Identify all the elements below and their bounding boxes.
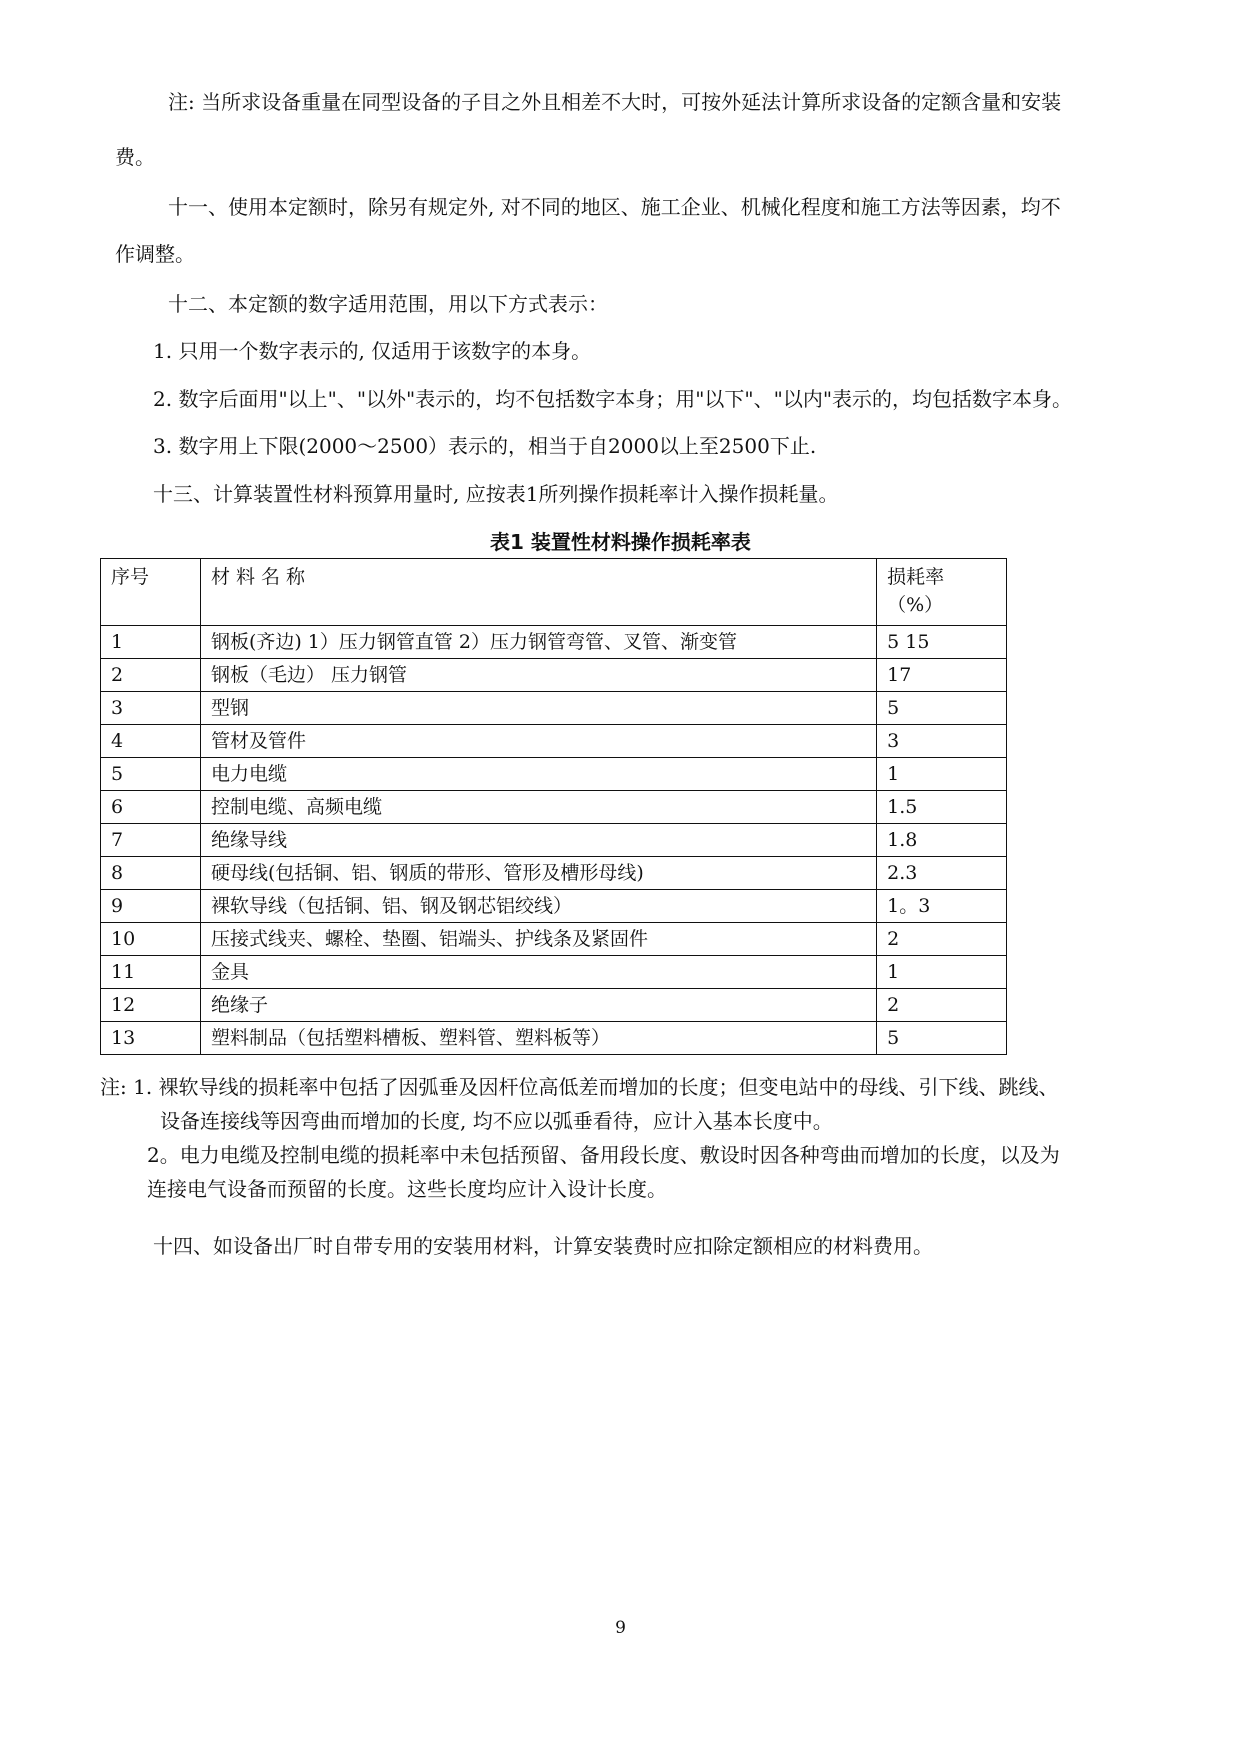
- table-note-1-line-1: 注: 1. 裸软导线的损耗率中包括了因弧垂及因杆位高低差而增加的长度；但变电站中的母线、引下线、跳线、: [100, 1075, 1059, 1099]
- row-material-name: 钢板（毛边） 压力钢管: [200, 659, 876, 692]
- paragraph-14: 十四、如设备出厂时自带专用的安装用材料，计算安装费时应扣除定额相应的材料费用。: [153, 1234, 933, 1258]
- table-row: [101, 692, 1007, 725]
- row-material-name: 硬母线(包括铜、铝、钢质的带形、管形及槽形母线): [200, 857, 876, 890]
- row-loss-rate: 2: [877, 989, 1007, 1022]
- row-loss-rate: 1: [877, 956, 1007, 989]
- header-loss-rate-unit: （%）: [887, 594, 944, 616]
- table-row: [101, 857, 1007, 890]
- row-material-name: 压接式线夹、螺栓、垫圈、铝端头、护线条及紧固件: [200, 923, 876, 956]
- row-number: 5: [101, 758, 201, 791]
- row-loss-rate: 5 15: [877, 626, 1007, 659]
- row-number: 12: [101, 989, 201, 1022]
- loss-rate-table: [100, 558, 1007, 1055]
- header-no: 序号: [101, 559, 201, 626]
- row-material-name: 塑料制品（包括塑料槽板、塑料管、塑料板等）: [200, 1022, 876, 1055]
- table-row: [101, 923, 1007, 956]
- row-material-name: 电力电缆: [200, 758, 876, 791]
- row-number: 6: [101, 791, 201, 824]
- header-material-name: 材 料 名 称: [200, 559, 876, 626]
- row-material-name: 金具: [200, 956, 876, 989]
- row-number: 4: [101, 725, 201, 758]
- row-number: 10: [101, 923, 201, 956]
- row-material-name: 裸软导线（包括铜、铝、钢及钢芯铝绞线）: [200, 890, 876, 923]
- row-loss-rate: 1。3: [877, 890, 1007, 923]
- row-material-name: 钢板(齐边) 1）压力钢管直管 2）压力钢管弯管、叉管、渐变管: [200, 626, 876, 659]
- table-row: [101, 824, 1007, 857]
- paragraph-13: 十三、计算装置性材料预算用量时, 应按表1所列操作损耗率计入操作损耗量。: [153, 482, 839, 506]
- page-number: 9: [615, 1618, 626, 1638]
- table-row: [101, 725, 1007, 758]
- row-material-name: 型钢: [200, 692, 876, 725]
- row-loss-rate: 2.3: [877, 857, 1007, 890]
- row-material-name: 绝缘导线: [200, 824, 876, 857]
- table-row: [101, 989, 1007, 1022]
- table-row: [101, 890, 1007, 923]
- row-number: 2: [101, 659, 201, 692]
- row-number: 11: [101, 956, 201, 989]
- paragraph-12: 十二、本定额的数字适用范围，用以下方式表示：: [168, 292, 608, 316]
- row-loss-rate: 17: [877, 659, 1007, 692]
- row-number: 1: [101, 626, 201, 659]
- row-number: 9: [101, 890, 201, 923]
- header-loss-rate: [877, 559, 1007, 626]
- row-loss-rate: 5: [877, 692, 1007, 725]
- row-loss-rate: 1: [877, 758, 1007, 791]
- row-material-name: 管材及管件: [200, 725, 876, 758]
- row-number: 3: [101, 692, 201, 725]
- row-material-name: 控制电缆、高频电缆: [200, 791, 876, 824]
- row-material-name: 绝缘子: [200, 989, 876, 1022]
- paragraph-11-line-1: 十一、使用本定额时，除另有规定外, 对不同的地区、施工企业、机械化程度和施工方法等因素，均不: [168, 195, 1061, 219]
- row-loss-rate: 1.5: [877, 791, 1007, 824]
- header-loss-rate-label: 损耗率: [887, 566, 945, 588]
- table-header-row: [101, 559, 1007, 626]
- table-row: [101, 626, 1007, 659]
- table-note-1-line-2: 设备连接线等因弯曲而增加的长度, 均不应以弧垂看待，应计入基本长度中。: [160, 1109, 833, 1133]
- table-row: [101, 758, 1007, 791]
- table-note-2-line-1: 2。电力电缆及控制电缆的损耗率中未包括预留、备用段长度、敷设时因各种弯曲而增加的长度，以及为: [147, 1143, 1060, 1167]
- table-row: [101, 791, 1007, 824]
- row-number: 8: [101, 857, 201, 890]
- table-title: 表1 装置性材料操作损耗率表: [490, 530, 751, 554]
- row-number: 7: [101, 824, 201, 857]
- table-row: [101, 1022, 1007, 1055]
- paragraph-11-line-2: 作调整。: [115, 242, 195, 266]
- paragraph-12-item-2: 2. 数字后面用"以上"、"以外"表示的，均不包括数字本身；用"以下"、"以内"表示的，均包括数字本身。: [153, 387, 1073, 411]
- paragraph-12-item-3: 3. 数字用上下限(2000～2500）表示的，相当于自2000以上至2500下止.: [153, 434, 817, 458]
- table-note-2-line-2: 连接电气设备而预留的长度。这些长度均应计入设计长度。: [147, 1177, 667, 1201]
- row-loss-rate: 5: [877, 1022, 1007, 1055]
- row-loss-rate: 3: [877, 725, 1007, 758]
- row-loss-rate: 1.8: [877, 824, 1007, 857]
- note-paragraph-line-1: 注: 当所求设备重量在同型设备的子目之外且相差不大时，可按外延法计算所求设备的定额含量和安装: [168, 90, 1062, 114]
- note-paragraph-line-2: 费。: [115, 145, 155, 169]
- paragraph-12-item-1: 1. 只用一个数字表示的, 仅适用于该数字的本身。: [153, 339, 592, 363]
- row-number: 13: [101, 1022, 201, 1055]
- table-row: [101, 659, 1007, 692]
- table-row: [101, 956, 1007, 989]
- row-loss-rate: 2: [877, 923, 1007, 956]
